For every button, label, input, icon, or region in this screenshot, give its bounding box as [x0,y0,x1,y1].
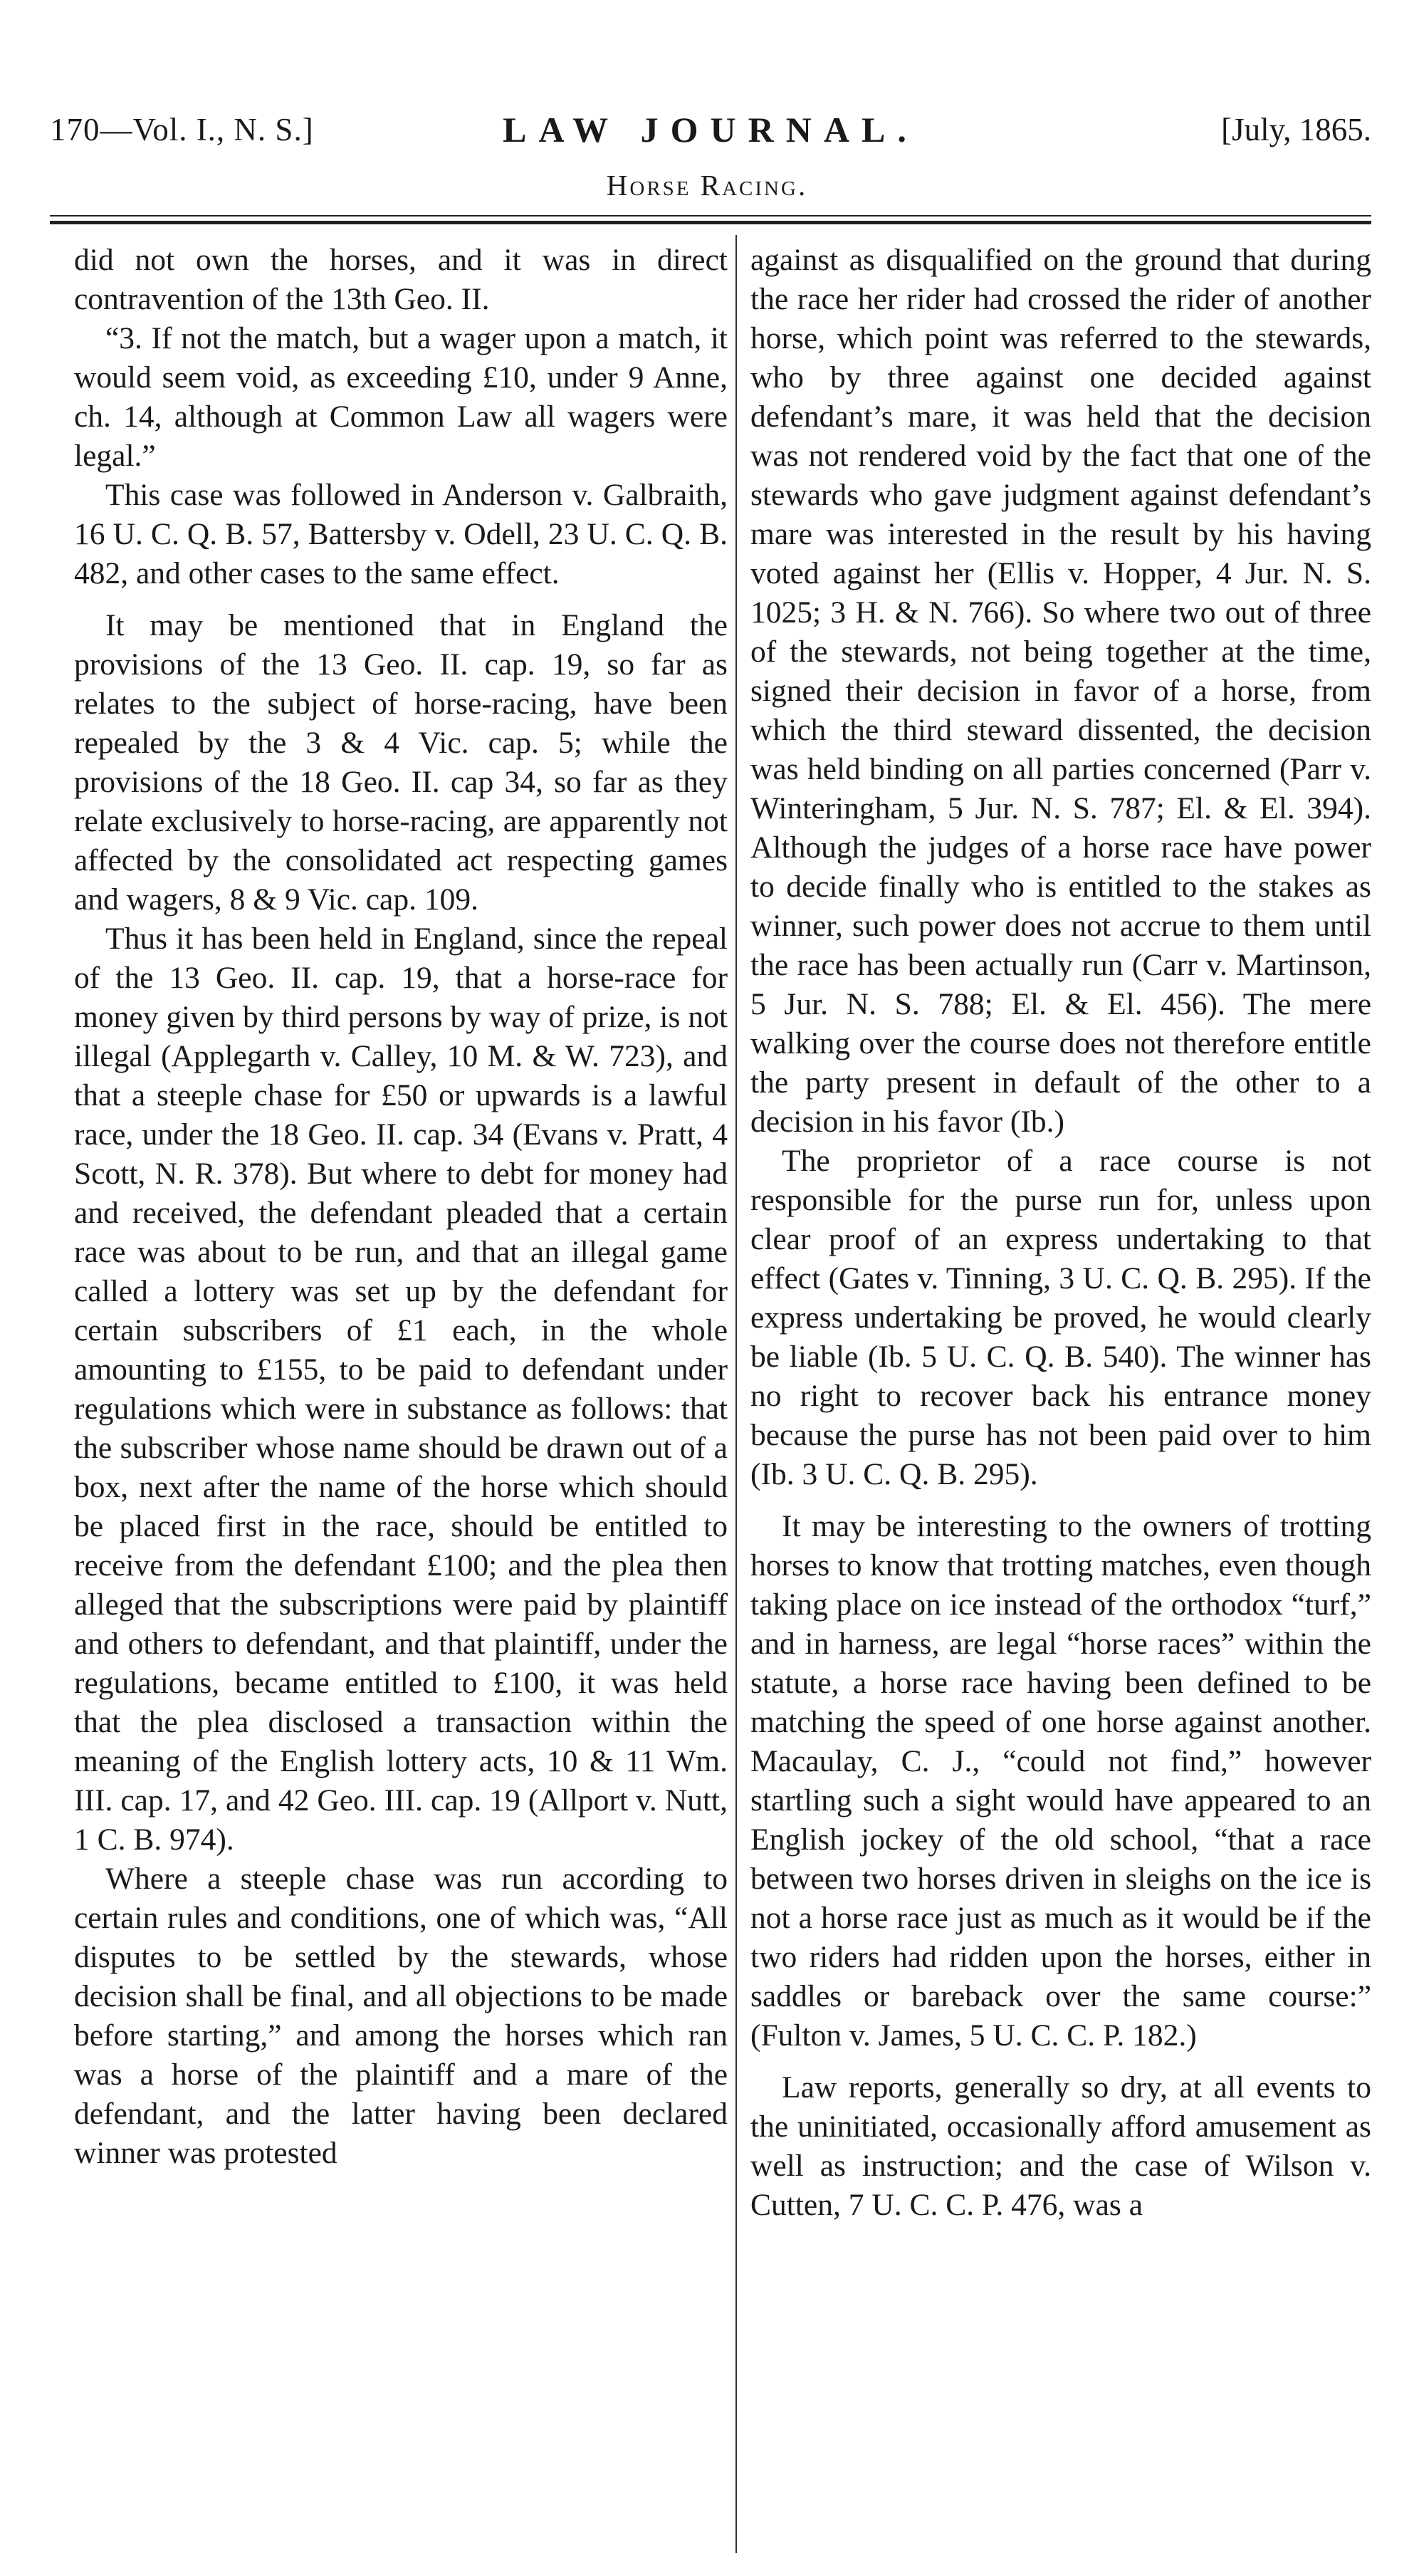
paragraph: Thus it has been held in England, since the repeal of the 13 Geo. II. cap. 19, that a horse-race for money given by third persons by way of prize, is not illegal (Applegarth v. Calley, 10 M. & W. 723), and that a steeple chase for £50 or upwards is a lawful race, under the 18 Geo. II. cap. 34 (Evans v. Pratt, 4 Scott, N. R. 378). But where to debt for money had and received, the defendant pleaded that a certain race was about to be run, and that an illegal game called a lottery was set up by the defendant for certain subscribers of £1 each, in the whole amounting to £155, to be paid to defendant under regulations which were in substance as follows: that the subscriber whose name should be drawn out of a box, next after the name of the horse which should be placed first in the race, should be entitled to receive from the defendant £100; and the plea then alleged that the subscriptions were paid by plaintiff and others to defendant, and that plaintiff, under the regulations, became entitled to £100, it was held that the plea disclosed a transaction within the meaning of the English lottery acts, 10 & 11 Wm. III. cap. 17, and 42 Geo. III. cap. 19 (Allport v. Nutt, 1 C. B. 974). [74,922,728,1857]
paragraph: Where a steeple chase was run according to certain rules and conditions, one of which was, “All disputes to be settled by the stewards, whose decision shall be final, and all objections to be made before starting,” and among the horses which ran was a horse of the plaintiff and a mare of the defendant, and the latter having been declared winner was protested [74,1862,728,2170]
paragraph: “3. If not the match, but a wager upon a match, it would seem void, as exceeding £10, under 9 Anne, ch. 14, although at Common Law all wagers were legal.” [74,321,728,473]
paragraph: did not own the horses, and it was in direct contravention of the 13th Geo. II. [74,243,728,316]
page-number-volume: 170—Vol. I., N. S.] [50,112,314,147]
issue-date: [July, 1865. [1221,112,1371,147]
paragraph: The proprietor of a race course is not responsible for the purse run for, unless upon clear proof of an express undertaking to that effect (Gates v. Tinning, 3 U. C. Q. B. 295). If the express undertaking be proved, he would clearly be liable (Ib. 5 U. C. Q. B. 540). The winner has no right to recover back his entrance money because the purse has not been paid over to him (Ib. 3 U. C. Q. B. 295). [750,1144,1371,1491]
paragraph: It may be mentioned that in England the provisions of the 13 Geo. II. cap. 19, so far as relates to the subject of horse-racing, have been repealed by the 3 & 4 Vic. cap. 5; while the provisions of the 18 Geo. II. cap 34, so far as they relate exclusively to horse-racing, are apparently not affected by the consolidated act respecting games and wagers, 8 & 9 Vic. cap. 109. [74,608,728,917]
paragraph: This case was followed in Anderson v. Galbraith, 16 U. C. Q. B. 57, Battersby v. Odell, 23 U. C. Q. B. 482, and other cases to the same effect. [74,478,728,590]
header-rule-thin [50,215,1371,217]
running-header [50,101,1371,158]
section-title: Horse Racing. [606,169,808,202]
right-column [750,241,1371,2225]
paragraph: against as disqualified on the ground that during the race her rider had crossed the rider of another horse, which point was referred to the stewards, who by three against one decided against defendant’s mare, it was held that the decision was not rendered void by the fact that one of the stewards who gave judgment against defendant’s mare was interested in the result by his having voted against her (Ellis v. Hopper, 4 Jur. N. S. 1025; 3 H. & N. 766). So where two out of three of the stewards, not being together at the time, signed their decision in favor of a horse, from which the third steward dissented, the decision was held binding on all parties concerned (Parr v. Winteringham, 5 Jur. N. S. 787; El. & El. 394). Although the judges of a horse race have power to decide finally who is entitled to the stakes as winner, such power does not accrue to them until the race has been actually run (Carr v. Martinson, 5 Jur. N. S. 788; El. & El. 456). The mere walking over the course does not therefore entitle the party present in default of the other to a decision in his favor (Ib.) [750,243,1371,1139]
journal-title: LAW JOURNAL. [503,110,918,150]
column-divider [735,235,737,2553]
paragraph: Law reports, generally so dry, at all events to the uninitiated, occasionally afford amusement as well as instruction; and the case of Wilson v. Cutten, 7 U. C. C. P. 476, was a [750,2070,1371,2222]
left-column [74,241,728,2173]
header-rule-thick [50,221,1371,224]
paragraph: It may be interesting to the owners of trotting horses to know that trotting matches, even though taking place on ice instead of the orthodox “turf,” and in harness, are legal “horse races” within the statute, a horse race having been defined to be matching the speed of one horse against another. Macaulay, C. J., “could not find,” however startling such a sight would have appeared to an English jockey of the old school, “that a race between two horses driven in sleighs on the ice is not a horse race just as much as it would be if the two riders had ridden upon the horses, either in saddles or bareback over the same course:” (Fulton v. James, 5 U. C. C. P. 182.) [750,1509,1371,2053]
